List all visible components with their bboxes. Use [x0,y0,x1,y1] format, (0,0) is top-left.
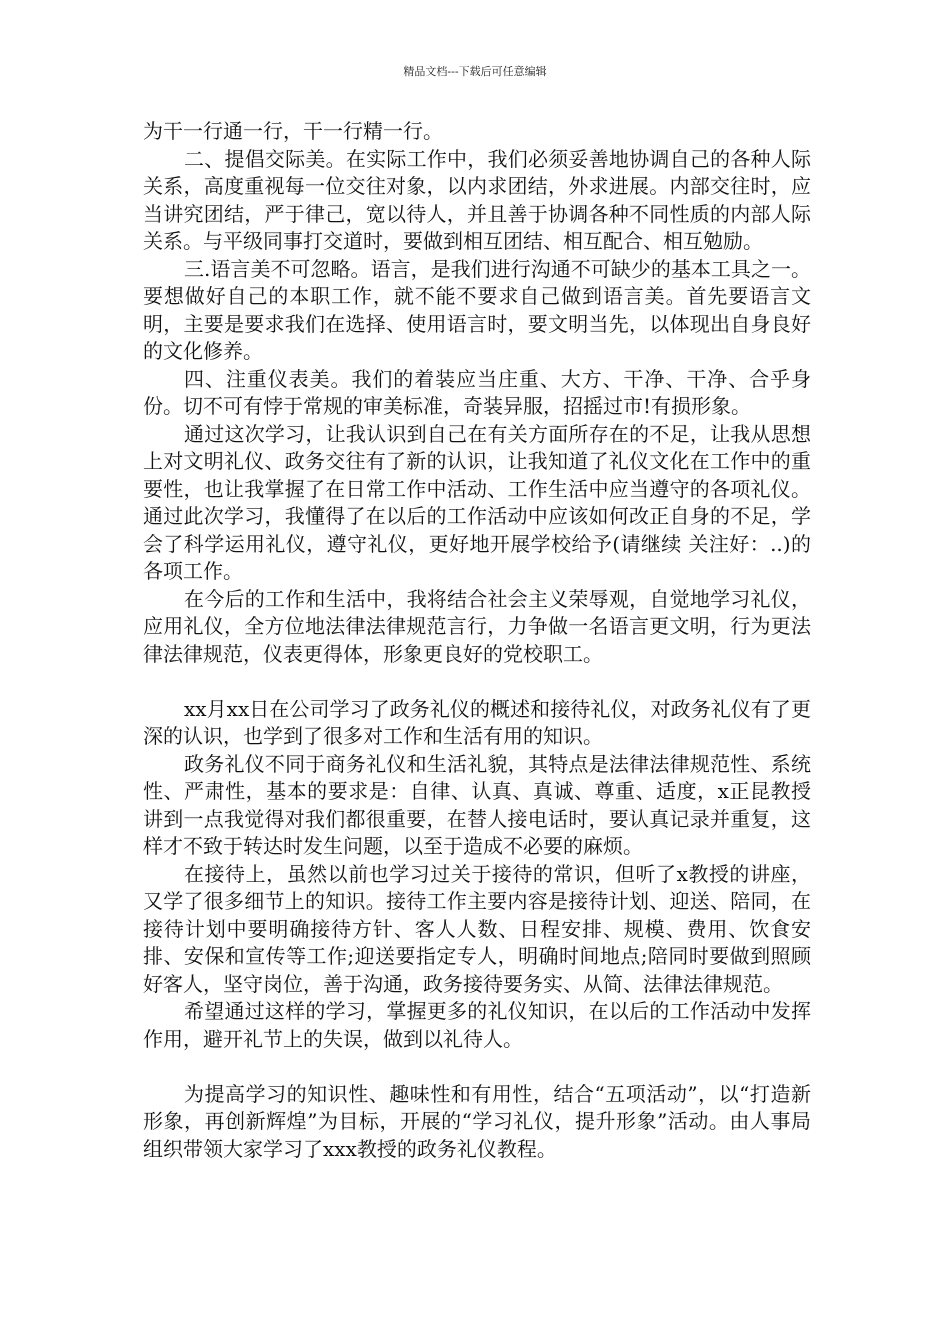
paragraph: 通过这次学习，让我认识到自己在有关方面所存在的不足，让我从思想上对文明礼仪、政务交往有了新的认识，让我知道了礼仪文化在工作中的重要性，也让我掌握了在日常工作中活动、工作生活中应当遵守的各项礼仪。通过此次学习，我懂得了在以后的工作活动中应该如何改正自身的不足，学会了科学运用礼仪，遵守礼仪，更好地开展学校给予(请继续 关注好：..)的各项工作。 [143,421,811,583]
paragraph: 政务礼仪不同于商务礼仪和生活礼貌，其特点是法律法律规范性、系统性、严肃性，基本的要求是：自律、认真、真诚、尊重、适度，x正昆教授讲到一点我觉得对我们都很重要，在替人接电话时，要认真记录并重复，这样才不致于转达时发生问题，以至于造成不必要的麻烦。 [143,751,811,858]
section-spacer [143,1053,811,1081]
section-spacer [143,668,811,696]
page-header: 精品文档---下载后可任意编辑 [403,65,547,78]
paragraph: 希望通过这样的学习，掌握更多的礼仪知识，在以后的工作活动中发挥作用，避开礼节上的失误，做到以礼待人。 [143,999,811,1051]
paragraph: 四、注重仪表美。我们的着装应当庄重、大方、干净、干净、合乎身份。切不可有悖于常规的审美标准，奇装异服，招摇过市!有损形象。 [143,366,811,418]
paragraph: 二、提倡交际美。在实际工作中，我们必须妥善地协调自己的各种人际关系，高度重视每一位交往对象，以内求团结，外求进展。内部交往时，应当讲究团结，严于律己，宽以待人，并且善于协调各种不同性质的内部人际关系。与平级同事打交道时，要做到相互团结、相互配合、相互勉励。 [143,146,811,253]
document-body [143,118,811,1163]
paragraph: 三.语言美不可忽略。语言，是我们进行沟通不可缺少的基本工具之一。要想做好自己的本职工作，就不能不要求自己做到语言美。首先要语言文明，主要是要求我们在选择、使用语言时，要文明当先，以体现出自身良好的文化修养。 [143,256,811,363]
paragraph: xx月xx日在公司学习了政务礼仪的概述和接待礼仪，对政务礼仪有了更深的认识，也学到了很多对工作和生活有用的知识。 [143,696,811,748]
paragraph: 为提高学习的知识性、趣味性和有用性，结合“五项活动”，以“打造新形象，再创新辉煌”为目标，开展的“学习礼仪，提升形象”活动。由人事局组织带领大家学习了xxx教授的政务礼仪教程。 [143,1081,811,1161]
paragraph: 在今后的工作和生活中，我将结合社会主义荣辱观，自觉地学习礼仪，应用礼仪，全方位地法律法律规范言行，力争做一名语言更文明，行为更法律法律规范，仪表更得体，形象更良好的党校职工。 [143,586,811,666]
paragraph: 在接待上，虽然以前也学习过关于接待的常识，但听了x教授的讲座，又学了很多细节上的知识。接待工作主要内容是接待计划、迎送、陪同，在接待计划中要明确接待方针、客人人数、日程安排、规模、费用、饮食安排、安保和宣传等工作;迎送要指定专人，明确时间地点;陪同时要做到照顾好客人，坚守岗位，善于沟通，政务接待要务实、从简、法律法律规范。 [143,861,811,996]
paragraph: 为干一行通一行，干一行精一行。 [143,119,443,143]
